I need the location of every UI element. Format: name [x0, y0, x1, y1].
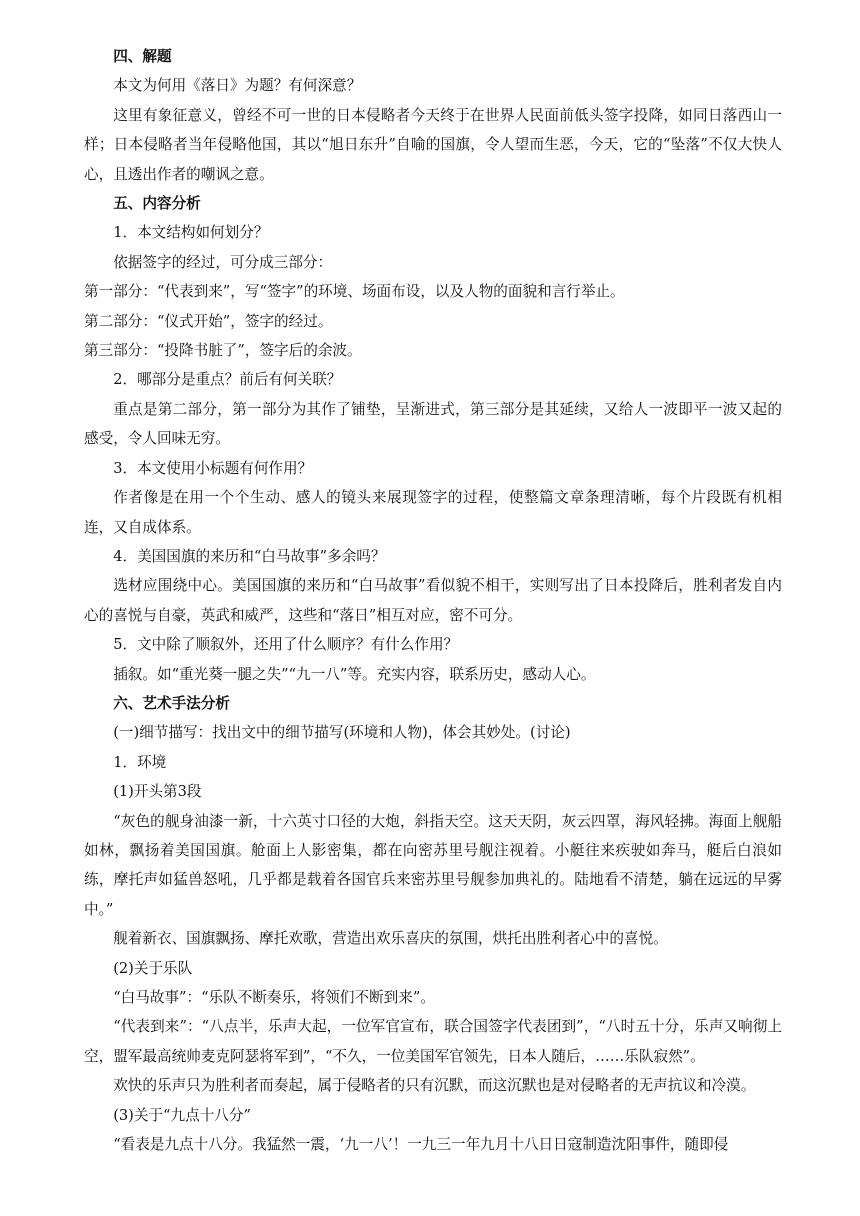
answer-1-part-2: 第二部分：“仪式开始”，签字的经过。	[84, 312, 333, 330]
answer-1-part-3: 第三部分：“投降书脏了”，签字后的余波。	[84, 342, 362, 360]
question-5: 5．文中除了顺叙外，还用了什么顺序？有什么作用？	[113, 636, 459, 654]
quote-delegates-arrive: “代表到来”：“八点半，乐声大起，一位军官宣布，联合国签字代表团到”，“八时五十分，乐声又响彻上空，盟军最高统帅麦克阿瑟将军到”，“不久，一位美国军官领先，日本人随后，……乐队寂然”。	[84, 1018, 782, 1065]
subitem-opening-paragraph-3: (1)开头第3段	[113, 783, 202, 801]
subitem-band: (2)关于乐队	[113, 959, 193, 977]
question-2: 2．哪部分是重点？前后有何关联？	[113, 371, 342, 389]
answer-2: 重点是第二部分，第一部分为其作了铺垫，呈渐进式，第三部分是其延续，又给人一波即平一波又起的感受，令人回味无穷。	[84, 400, 782, 448]
section-heading-5: 五、内容分析	[113, 195, 201, 213]
answer-4: 选材应围绕中心。美国国旗的来历和“白马故事”看似貌不相干，实则写出了日本投降后，胜利者发自内心的喜悦与自豪，英武和威严，这些和“落日”相互对应，密不可分。	[84, 577, 782, 624]
section-heading-6: 六、艺术手法分析	[113, 694, 230, 712]
analysis-opening-paragraph: 舰着新衣、国旗飘扬、摩托欢歌，营造出欢乐喜庆的氛围，烘托出胜利者心中的喜悦。	[113, 930, 668, 948]
question-3: 3．本文使用小标题有何作用？	[113, 459, 313, 477]
question-4: 4．美国国旗的来历和“白马故事”多余吗？	[113, 547, 386, 565]
question-1: 1．本文结构如何划分？	[113, 224, 269, 242]
answer-title-meaning: 这里有象征意义，曾经不可一世的日本侵略者今天终于在世界人民面前低头签字投降，如同日落西山一样；日本侵略者当年侵略他国，其以“旭日东升”自喻的国旗，令人望而生恶，今天，它的“坠落”不仅大快人心，且透出作者的嘲讽之意。	[84, 106, 782, 183]
quote-opening-paragraph: “灰色的舰身油漆一新，十六英寸口径的大炮，斜指天空。这天天阴，灰云四罩，海风轻拂。海面上舰船如林，飘扬着美国国旗。舱面上人影密集，都在向密苏里号舰注视着。小艇往来疾驶如奔马，艇后白浪如练，摩托声如猛兽怒吼，几乎都是载着各国官兵来密苏里号舰参加典礼的。陆地看不清楚，躺在远远的早雾中。”	[84, 812, 782, 918]
subitem-nine-eighteen: (3)关于“九点十八分”	[113, 1106, 251, 1124]
analysis-band: 欢快的乐声只为胜利者而奏起，属于侵略者的只有沉默，而这沉默也是对侵略者的无声抗议和冷漠。	[113, 1077, 756, 1095]
answer-5: 插叙。如“重光葵一腿之失”“九一八”等。充实内容，联系历史，感动人心。	[113, 665, 596, 683]
item-environment: 1．环境	[113, 753, 167, 771]
answer-1-intro: 依据签字的经过，可分成三部分：	[113, 253, 333, 271]
question-title-meaning: 本文为何用《落日》为题？有何深意？	[113, 77, 362, 95]
subsection-detail-description: (一)细节描写：找出文中的细节描写(环境和人物)，体会其妙处。(讨论)	[113, 724, 571, 742]
answer-1-part-1: 第一部分：“代表到来”，写“签字”的环境、场面布设，以及人物的面貌和言行举止。	[84, 283, 625, 301]
quote-nine-eighteen: “看表是九点十八分。我猛然一震，‘九一八’！一九三一年九月十八日日寇制造沈阳事件，随即侵	[113, 1136, 729, 1154]
answer-3: 作者像是在用一个个生动、感人的镜头来展现签字的过程，使整篇文章条理清晰，每个片段既有机相连，又自成体系。	[84, 489, 782, 536]
quote-white-horse: “白马故事”：“乐队不断奏乐，将领们不断到来”。	[113, 989, 435, 1006]
section-heading-4: 四、解题	[113, 48, 172, 65]
